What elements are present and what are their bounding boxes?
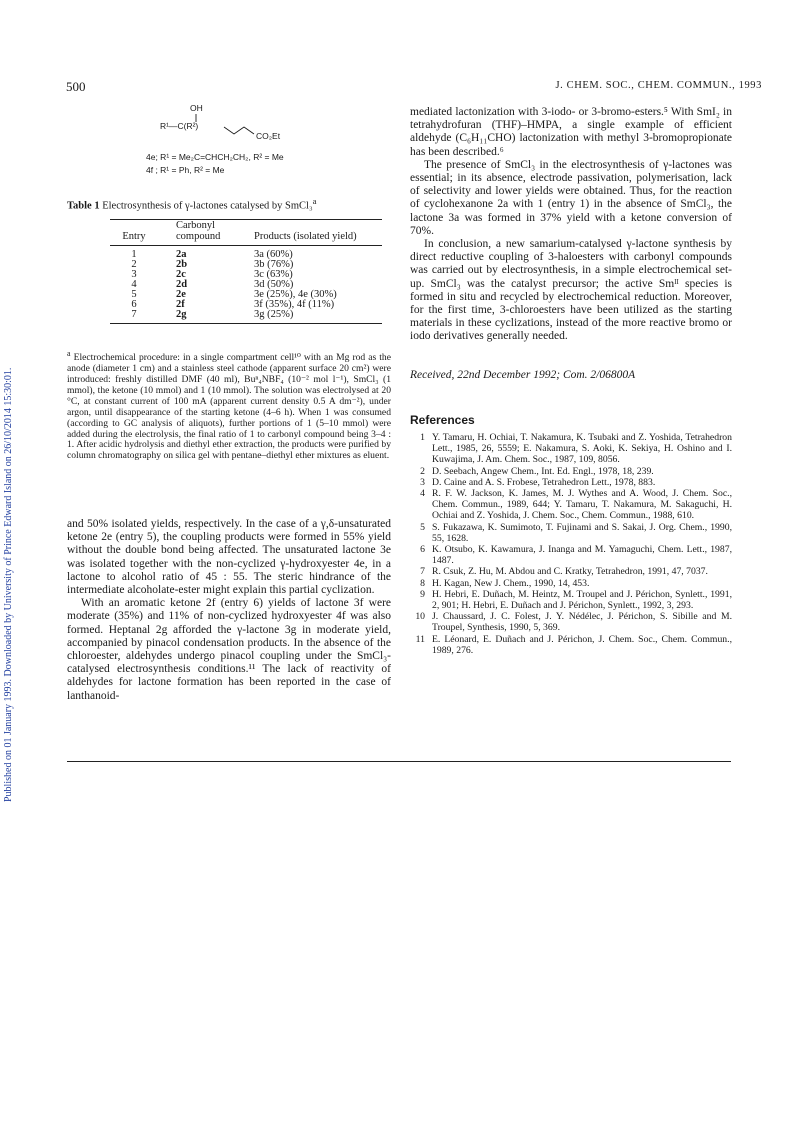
entry-cell: 2 — [131, 259, 137, 270]
reference-item — [410, 566, 732, 577]
reference-text: S. Fukazawa, K. Sumimoto, T. Fujinami and S. Sakai, J. Org. Chem., 1990, 55, 1628. — [432, 521, 732, 544]
body-paragraph: and 50% isolated yields, respectively. In the case of a γ,δ-unsaturated ketone 2e (entry 5), the coupling products were formed in 55% yield without the double bond being affected. The unsaturated lactone 3e was isolated together with the non-cyclized γ-hydroxyester 4e, in a lactone to alcohol ratio of 45 : 55. The steric hindrance of the intermediate alcoholate-ester might explain this partial cyclization. — [67, 518, 391, 597]
ester-label: CO₂Et — [256, 131, 281, 141]
products-cell: 3e (25%), 4e (30%) — [254, 289, 337, 300]
reference-number: 7 — [420, 566, 425, 578]
compound-cell: 2e — [176, 289, 186, 300]
received-line: Received, 22nd December 1992; Com. 2/06800A — [410, 369, 636, 381]
reference-text: E. Léonard, E. Duñach and J. Périchon, J. Chem. Soc., Chem. Commun., 1989, 276. — [432, 633, 732, 656]
references-heading: References — [410, 413, 475, 427]
table-row — [110, 280, 382, 290]
page-number: 500 — [66, 79, 86, 94]
page-bottom-rule — [67, 761, 731, 762]
reference-number: 9 — [420, 588, 425, 600]
reference-text: D. Caine and A. S. Frobese, Tetrahedron Lett., 1978, 883. — [432, 476, 656, 488]
compound-cell: 2g — [176, 309, 187, 320]
download-watermark: Published on 01 January 1993. Downloaded by University of Prince Edward Island on 26/10/2014 15:30:01. — [3, 367, 14, 803]
running-head: J. CHEM. SOC., CHEM. COMMUN., 1993 — [555, 80, 762, 91]
footnote-text: Electrochemical procedure: in a single compartment cell¹⁰ with an Mg rod as the anode (diameter 1 cm) and a stainless steel cathode (apparent surface 20 cm²) were introduced: freshly distilled DMF (40 ml), Buⁿ₄NBF₄ (10⁻² mol l⁻¹), SmCl₃ (1 mmol), the ketone (10 mmol) and 1 (10 mmol). The solution was electrolysed at 20 °C, at constant current of 100 mA (apparent current density 0.5 A dm⁻²), under argon, until disappearance of the starting ketone (4–6 h). When 1 was consumed (according to GC analysis of aliquots), further portions of 1 (5–10 mmol) were added during the electrolysis, the final ratio of 1 to carbonyl compound being 3–4 : 1. After acidic hydrolysis and diethyl ether extraction, the products were purified by column chromatography on silica gel with pentane–diethyl ether mixtures as eluent. — [67, 352, 391, 462]
table-row — [110, 246, 382, 261]
table-caption-footnote-mark: a — [312, 196, 317, 206]
reference-number: 11 — [415, 633, 425, 645]
products-cell: 3d (50%) — [254, 279, 294, 290]
entry-cell: 3 — [131, 269, 137, 280]
compound-4e-definition: 4e; R¹ = Me₂C=CHCH₂CH₂, R² = Me — [146, 152, 284, 162]
hydroxyl-label: OH — [190, 103, 203, 113]
entry-cell: 7 — [131, 309, 137, 320]
body-paragraph: mediated lactonization with 3-iodo- or 3-bromo-esters.⁵ With SmI₂ in tetrahydrofuran (THF)–HMPA, a single example of efficient aldehyde (C₆H₁₁CHO) lactonization with methyl 3-bromopropionate has been described.⁶ — [410, 106, 732, 158]
reference-item — [410, 611, 732, 633]
table-row — [110, 270, 382, 280]
results-table — [110, 219, 382, 324]
chemical-structure-4 — [140, 100, 340, 180]
compound-cell: 2f — [176, 299, 185, 310]
references-list — [410, 432, 732, 656]
reference-text: H. Kagan, New J. Chem., 1990, 14, 453. — [432, 577, 590, 589]
entry-cell: 5 — [131, 289, 137, 300]
right-column-body — [410, 106, 732, 344]
reference-item — [410, 432, 732, 466]
products-cell: 3c (63%) — [254, 269, 293, 280]
reference-number: 8 — [420, 577, 425, 589]
entry-cell: 6 — [131, 299, 137, 310]
body-paragraph: In conclusion, a new samarium-catalysed γ-lactone synthesis by direct reductive coupling of 3-haloesters with carbonyl compounds was carried out by electrosynthesis, in a simple electrochemical set-up. SmCl₃ was the catalyst precursor; the active Smᴵᴵ species is formed in situ and recycled by electrochemical reduction. Moreover, for the first time, 3-chloroesters have been utilized as the starting materials in these cyclizations, instead of the more reactive bromo or iodo derivatives generally needed. — [410, 238, 732, 343]
compound-cell: 2a — [176, 249, 187, 260]
table-label: Table 1 — [67, 200, 100, 212]
table-caption-text: Electrosynthesis of γ-lactones catalysed by SmCl₃ — [102, 200, 313, 212]
reference-text: J. Chaussard, J. C. Folest, J. Y. Nédélec, J. Périchon, S. Sibille and M. Troupel, Synthesis, 1990, 5, 369. — [432, 611, 732, 634]
reference-number: 6 — [420, 544, 425, 556]
reference-item — [410, 488, 732, 522]
reference-text: D. Seebach, Angew Chem., Int. Ed. Engl., 1978, 18, 239. — [432, 465, 654, 477]
reference-item — [410, 589, 732, 611]
reference-text: R. Csuk, Z. Hu, M. Abdou and C. Kratky, Tetrahedron, 1991, 47, 7037. — [432, 566, 708, 578]
reference-number: 1 — [420, 432, 425, 443]
products-cell: 3f (35%), 4f (11%) — [254, 299, 335, 310]
reference-number: 3 — [420, 476, 425, 488]
column-header-carbonyl: Carbonyl compound — [176, 220, 221, 242]
table-footnote — [67, 349, 391, 462]
compound-4f-definition: 4f ; R¹ = Ph, R² = Me — [146, 165, 225, 175]
reference-item — [410, 466, 732, 477]
reference-number: 10 — [415, 611, 425, 623]
table-row — [110, 300, 382, 310]
table-row — [110, 260, 382, 270]
compound-cell: 2b — [176, 259, 188, 270]
table-row — [110, 310, 382, 324]
body-paragraph: The presence of SmCl₃ in the electrosynthesis of γ-lactones was essential; in its absence, electrode passivation, polymerisation, lack of selectivity and lower yields were obtained. Thus, for the reaction of cyclohexanone 2a with 1 (entry 1) in the absence of SmCl₃, the lactone 3a was formed in 37% yield with a ketone conversion of 70%. — [410, 158, 732, 237]
reference-text: K. Otsubo, K. Kawamura, J. Inanga and M. Yamaguchi, Chem. Lett., 1987, 1487. — [432, 544, 732, 567]
reference-number: 2 — [420, 465, 425, 477]
entry-cell: 4 — [131, 279, 137, 290]
reference-number: 4 — [420, 488, 425, 500]
table-header-row — [110, 220, 382, 246]
reference-text: R. F. W. Jackson, K. James, M. J. Wythes and A. Wood, J. Chem. Soc., Chem. Commun., 1989, 644; Y. Tamaru, T. Nakamura, M. Sakaguchi, H. Ochiai and Z. Yoshida, J. Chem. Soc., Chem. Commun., 1988, 610. — [432, 488, 732, 522]
column-header-entry: Entry — [122, 231, 146, 242]
products-cell: 3b (76%) — [254, 259, 294, 270]
reference-text: H. Hebri, E. Duñach, M. Heintz, M. Troupel and J. Périchon, Synlett., 1991, 2, 901; H. Hebri, E. Duñach and J. Périchon, Synlett., 1992, 3, 293. — [432, 588, 732, 612]
compound-cell: 2c — [176, 269, 186, 280]
table-row — [110, 290, 382, 300]
reference-item — [410, 544, 732, 566]
body-paragraph: With an aromatic ketone 2f (entry 6) yields of lactone 3f were moderate (35%) and 11% of non-cyclized hydroxyester 4f was also formed. Heptanal 2g afforded the γ-lactone 3g in moderate yield, accompanied by pinacol condensation products. In the absence of the chloroester, aldehydes undergo pinacol coupling under the SmCl₃-catalysed electrosynthesis conditions.¹¹ The lack of reactivity of aldehydes for lactone formation has been reported in the case of lanthanoid- — [67, 597, 391, 702]
r-groups-label: R¹—C(R²) — [160, 121, 199, 131]
reference-number: 5 — [420, 521, 425, 533]
compound-cell: 2d — [176, 279, 188, 290]
products-cell: 3g (25%) — [254, 309, 294, 320]
reference-item — [410, 477, 732, 488]
column-header-products: Products (isolated yield) — [254, 231, 357, 242]
reference-text: Y. Tamaru, H. Ochiai, T. Nakamura, K. Tsubaki and Z. Yoshida, Tetrahedron Lett., 1985, 26, 5559; E. Nakamura, S. Aoki, K. Sekiya, H. Oshino and I. Kuwajima, J. Am. Chem. Soc., 1987, 109, 8056. — [432, 432, 732, 466]
table-caption — [67, 196, 317, 212]
footnote-mark: a — [67, 349, 71, 358]
left-column-body — [67, 518, 391, 703]
reference-item — [410, 634, 732, 656]
reference-item — [410, 522, 732, 544]
products-cell: 3a (60%) — [254, 249, 293, 260]
entry-cell: 1 — [131, 249, 137, 260]
reference-item — [410, 578, 732, 589]
